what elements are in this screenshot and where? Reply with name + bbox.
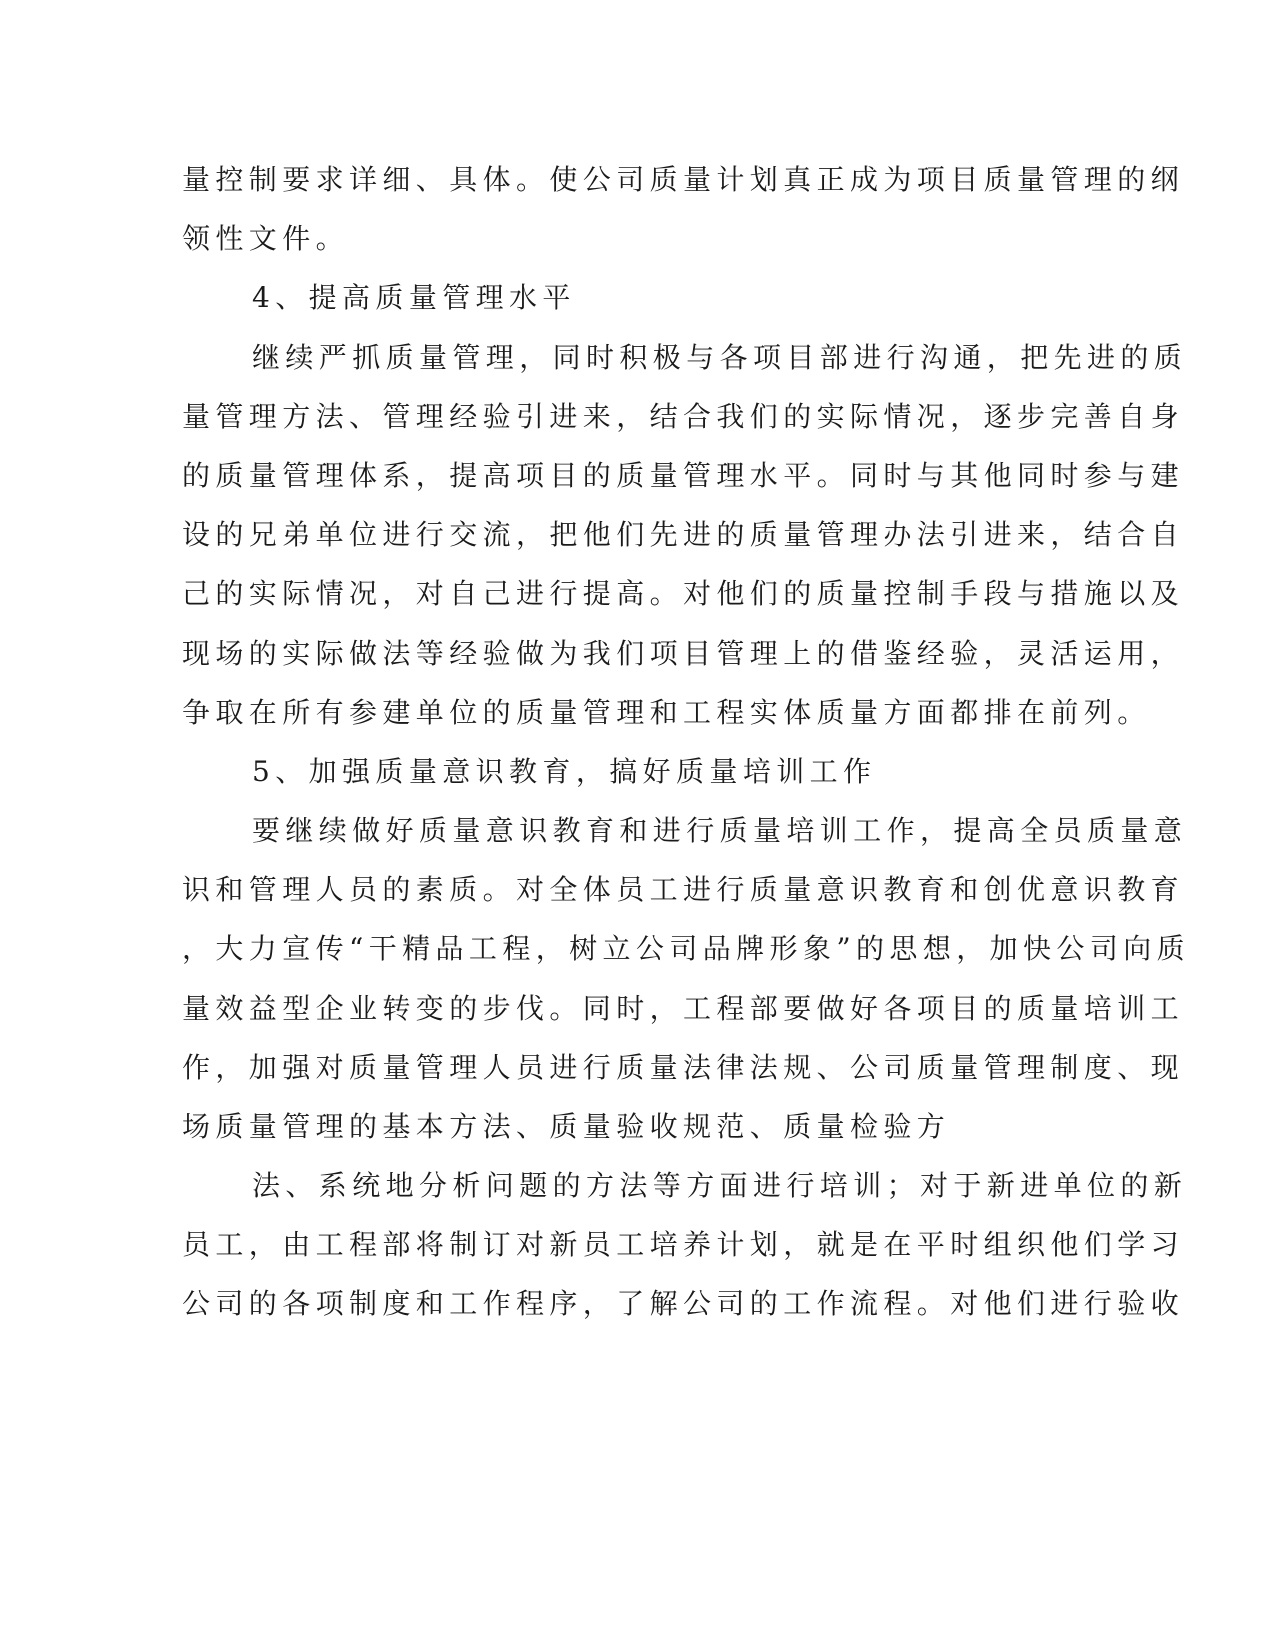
body-text-line: 作，加强对质量管理人员进行质量法律法规、公司质量管理制度、现 (182, 1051, 1185, 1084)
body-text-line: 公司的各项制度和工作程序，了解公司的工作流程。对他们进行验收 (182, 1287, 1185, 1320)
body-text-line: 法、系统地分析问题的方法等方面进行培训；对于新进单位的新 (252, 1169, 1188, 1202)
body-text-line: 要继续做好质量意识教育和进行质量培训工作，提高全员质量意 (252, 814, 1188, 847)
body-text-line: 识和管理人员的素质。对全体员工进行质量意识教育和创优意识教育 (182, 873, 1185, 906)
body-text-line: 争取在所有参建单位的质量管理和工程实体质量方面都排在前列。 (182, 696, 1151, 729)
body-text-line: ，大力宣传“干精品工程，树立公司品牌形象”的思想，加快公司向质 (182, 932, 1191, 965)
body-text-line: 量管理方法、管理经验引进来，结合我们的实际情况，逐步完善自身 (182, 400, 1185, 433)
section-heading-4: 4、提高质量管理水平 (252, 281, 576, 314)
body-text-line: 量控制要求详细、具体。使公司质量计划真正成为项目质量管理的纲 (182, 163, 1185, 196)
body-text-line: 继续严抓质量管理，同时积极与各项目部进行沟通，把先进的质 (252, 341, 1188, 374)
body-text-line: 员工，由工程部将制订对新员工培养计划，就是在平时组织他们学习 (182, 1228, 1185, 1261)
section-heading-5: 5、加强质量意识教育，搞好质量培训工作 (252, 755, 877, 788)
body-text-line: 己的实际情况，对自己进行提高。对他们的质量控制手段与措施以及 (182, 577, 1185, 610)
body-text-line: 的质量管理体系，提高项目的质量管理水平。同时与其他同时参与建 (182, 459, 1185, 492)
body-text-line: 场质量管理的基本方法、质量验收规范、质量检验方 (182, 1110, 951, 1143)
body-text-line: 设的兄弟单位进行交流，把他们先进的质量管理办法引进来，结合自 (182, 518, 1185, 551)
body-text-line: 现场的实际做法等经验做为我们项目管理上的借鉴经验，灵活运用， (182, 637, 1185, 670)
body-text-line: 量效益型企业转变的步伐。同时，工程部要做好各项目的质量培训工 (182, 992, 1185, 1025)
body-text-line: 领性文件。 (182, 222, 350, 255)
